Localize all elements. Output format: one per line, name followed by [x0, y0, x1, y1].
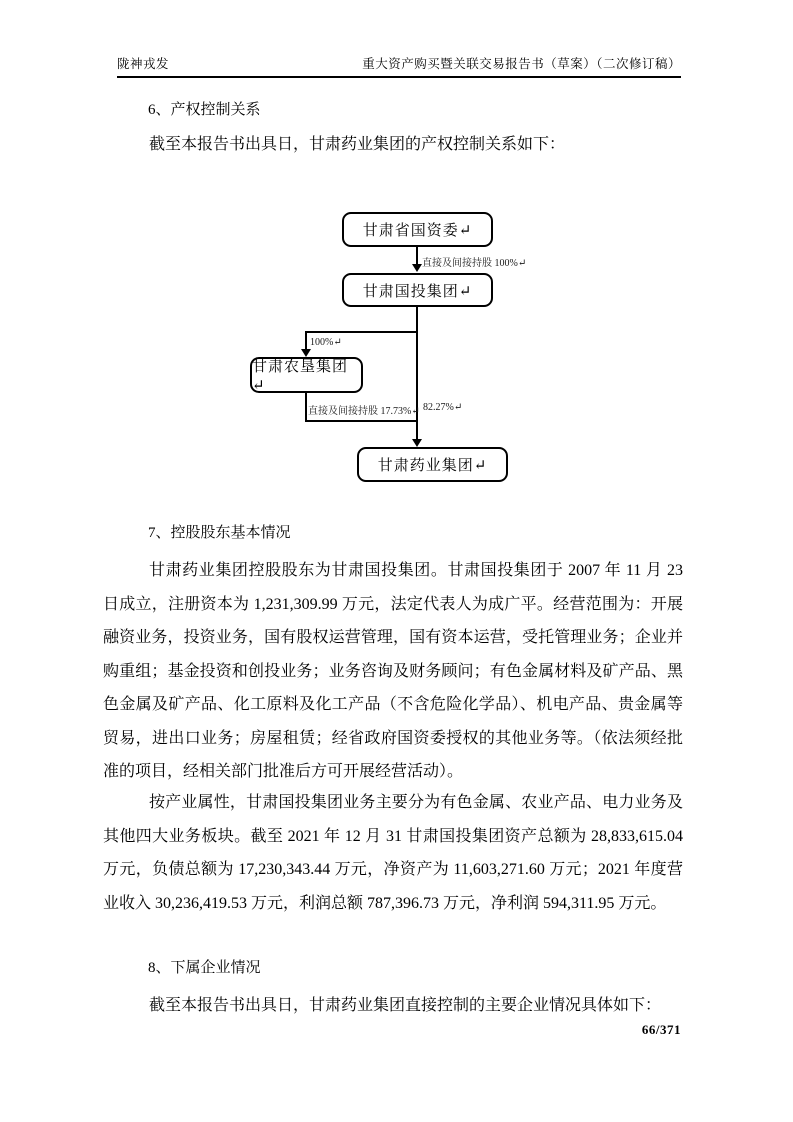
edge-label-guotou-nongken: 100%↵ [310, 337, 342, 348]
section-6-intro: 截至本报告书出具日，甘肃药业集团的产权控制关系如下： [149, 136, 566, 153]
section-6-heading: 6、产权控制关系 [148, 102, 261, 118]
connector-branch-left [305, 331, 418, 333]
diagram-node-gansu-guotou: 甘肃国投集团↵ [342, 273, 493, 307]
header-left-title: 陇神戎发 [117, 57, 170, 71]
diagram-node-gansu-pharma: 甘肃药业集团↵ [357, 447, 508, 482]
header-right-title: 重大资产购买暨关联交易报告书（草案）（二次修订稿） [362, 57, 681, 71]
edge-label-nongken-pharma: 直接及间接持股 17.73%↵ [308, 406, 420, 417]
section-7-paragraph-2: 按产业属性，甘肃国投集团业务主要分为有色金属、农业产品、电力业务及其他四大业务板块。截至 2021 年 12 月 31 甘肃国投集团资产总额为 28,833,615.04 万元，负债总额为 17,230,343.44 万元，净资产为 11,603,271.60 万元；2021 年度营业收入 30,236,419.53 万元，利润总额 787,396.73 万元，净利润 594,311.95 万元。 [103, 794, 683, 912]
equity-structure-diagram [0, 0, 793, 510]
arrowhead-into-pharma [412, 439, 422, 447]
connector-line-sasac-guotou [416, 247, 418, 265]
edge-label-guotou-pharma: 82.27%↵ [423, 402, 463, 413]
connector-join-right [305, 420, 418, 422]
connector-line-into-nongken [305, 331, 307, 350]
section-7-paragraph-1: 甘肃药业集团控股股东为甘肃国投集团。甘肃国投集团于 2007 年 11 月 23 日成立，注册资本为 1,231,309.99 万元，法定代表人为成广平。经营范围为：开展融资业务，投资业务，国有股权运营管理，国有资本运营，受托管理业务；企业并购重组；基金投资和创投业务；业务咨询及财务顾问；有色金属材料及矿产品、黑色金属及矿产品、化工原料及化工产品（不含危险化学品）、机电产品、贵金属等贸易，进出口业务；房屋租赁；经省政府国资委授权的其他业务等。（依法须经批准的项目，经相关部门批准后方可开展经营活动）。 [103, 562, 683, 780]
page-number: 66/371 [641, 1022, 681, 1037]
section-8-heading: 8、下属企业情况 [148, 960, 261, 976]
connector-line-from-nongken [305, 393, 307, 422]
arrowhead-into-guotou [412, 264, 422, 272]
diagram-node-gansu-nongken: 甘肃农垦集团↵ [250, 357, 363, 393]
section-8-intro: 截至本报告书出具日，甘肃药业集团直接控制的主要企业情况具体如下： [149, 997, 662, 1014]
diagram-node-gansu-sasac: 甘肃省国资委↵ [342, 212, 493, 247]
section-7-heading: 7、控股股东基本情况 [148, 525, 291, 541]
edge-label-sasac-guotou: 直接及间接持股 100%↵ [422, 258, 527, 269]
